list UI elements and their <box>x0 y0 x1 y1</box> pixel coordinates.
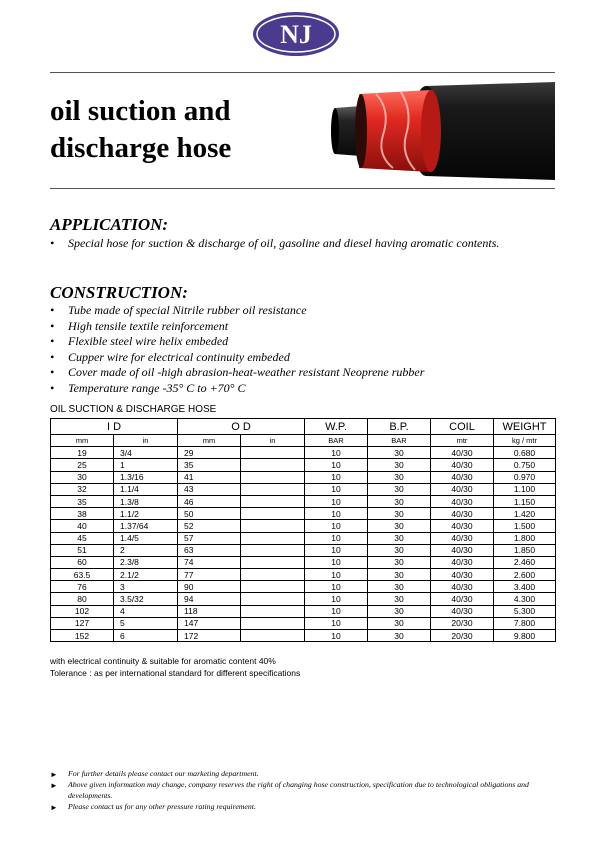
table-row <box>51 447 556 459</box>
triangle-bullet-icon: ► <box>50 803 58 812</box>
table-cell: 30 <box>368 556 431 568</box>
table-row <box>51 630 556 642</box>
table-cell <box>241 483 305 495</box>
table-cell: 1.100 <box>494 483 556 495</box>
table-cell: 118 <box>178 605 241 617</box>
header-weight: WEIGHT <box>494 419 556 435</box>
table-cell: 46 <box>178 495 241 507</box>
table-cell: 20/30 <box>431 617 494 629</box>
construction-item: • Tube made of special Nitrile rubber oil resistance <box>50 303 307 317</box>
table-row <box>51 495 556 507</box>
table-cell: 2.460 <box>494 556 556 568</box>
construction-item: • Cupper wire for electrical continuity embeded <box>50 349 290 364</box>
table-cell: 40/30 <box>431 520 494 532</box>
table-cell: 57 <box>178 532 241 544</box>
unit-cell: mm <box>51 435 114 447</box>
table-cell: 10 <box>305 569 368 581</box>
table-cell <box>241 544 305 556</box>
hose-spec-table <box>50 418 556 642</box>
table-cell: 63.5 <box>51 569 114 581</box>
application-list <box>50 236 500 252</box>
tolerance-note: Tolerance : as per international standard for different specifications <box>50 668 301 678</box>
table-cell: 172 <box>178 630 241 642</box>
table-cell: 1.3/16 <box>114 471 178 483</box>
unit-cell: mtr <box>431 435 494 447</box>
table-cell: 40/30 <box>431 459 494 471</box>
table-cell: 40/30 <box>431 569 494 581</box>
table-cell: 3/4 <box>114 447 178 459</box>
table-cell <box>241 459 305 471</box>
table-cell <box>241 471 305 483</box>
table-cell: 30 <box>368 617 431 629</box>
table-cell: 63 <box>178 544 241 556</box>
table-cell: 40/30 <box>431 605 494 617</box>
table-row <box>51 483 556 495</box>
table-cell: 90 <box>178 581 241 593</box>
top-divider <box>50 72 555 73</box>
table-cell: 30 <box>368 483 431 495</box>
table-row <box>51 569 556 581</box>
title-line-2: discharge hose <box>50 132 232 164</box>
construction-heading: CONSTRUCTION: <box>50 283 188 302</box>
table-cell <box>241 532 305 544</box>
table-cell: 30 <box>368 544 431 556</box>
header-od: O D <box>178 419 305 435</box>
bullet-icon: • <box>50 334 55 349</box>
construction-item: • Flexible steel wire helix embeded <box>50 334 229 349</box>
table-cell: 10 <box>305 508 368 520</box>
table-cell: 1.4/5 <box>114 532 178 544</box>
electrical-note: with electrical continuity & suitable for aromatic content 40% <box>50 656 276 666</box>
table-row <box>51 544 556 556</box>
table-cell: 10 <box>305 630 368 642</box>
company-logo <box>251 10 341 58</box>
table-cell <box>241 605 305 617</box>
unit-cell: BAR <box>368 435 431 447</box>
table-cell: 4.300 <box>494 593 556 605</box>
unit-cell: in <box>241 435 305 447</box>
construction-item: • Cover made of oil -high abrasion-heat-weather resistant Neoprene rubber <box>50 365 425 380</box>
unit-cell: mm <box>178 435 241 447</box>
table-cell: 10 <box>305 556 368 568</box>
triangle-bullet-icon: ► <box>50 770 58 779</box>
unit-cell: BAR <box>305 435 368 447</box>
application-heading: APPLICATION: <box>50 215 169 234</box>
header-bp: B.P. <box>368 419 431 435</box>
table-cell: 40/30 <box>431 544 494 556</box>
footer-notes <box>50 768 530 812</box>
title-divider <box>50 188 555 189</box>
table-cell: 7.800 <box>494 617 556 629</box>
unit-cell: in <box>114 435 178 447</box>
table-cell: 5.300 <box>494 605 556 617</box>
hose-product-image <box>331 80 555 182</box>
table-cell: 40/30 <box>431 471 494 483</box>
bullet-icon: • <box>50 365 55 380</box>
footer-item: ► Please contact us for any other pressure rating requirement. <box>50 802 256 812</box>
table-cell: 102 <box>51 605 114 617</box>
table-cell: 40/30 <box>431 447 494 459</box>
table-cell: 30 <box>368 520 431 532</box>
table-cell: 1.150 <box>494 495 556 507</box>
table-cell: 1.37/64 <box>114 520 178 532</box>
table-cell <box>241 630 305 642</box>
table-cell: 74 <box>178 556 241 568</box>
header-id: I D <box>51 419 178 435</box>
table-cell: 1.1/2 <box>114 508 178 520</box>
table-cell: 50 <box>178 508 241 520</box>
table-cell: 1.850 <box>494 544 556 556</box>
construction-list <box>50 303 520 397</box>
table-cell <box>241 581 305 593</box>
table-row <box>51 520 556 532</box>
table-cell: 30 <box>368 508 431 520</box>
table-cell: 30 <box>368 630 431 642</box>
table-cell: 1.500 <box>494 520 556 532</box>
table-cell <box>241 556 305 568</box>
table-cell: 30 <box>368 495 431 507</box>
table-cell: 2 <box>114 544 178 556</box>
logo-text: NJ <box>280 20 312 49</box>
table-cell: 30 <box>368 569 431 581</box>
table-cell: 10 <box>305 605 368 617</box>
table-cell <box>241 569 305 581</box>
table-cell: 1.3/8 <box>114 495 178 507</box>
table-cell: 10 <box>305 532 368 544</box>
table-cell: 43 <box>178 483 241 495</box>
bullet-icon: • <box>50 349 55 364</box>
table-caption: OIL SUCTION & DISCHARGE HOSE <box>50 404 217 415</box>
bullet-icon: • <box>50 318 55 333</box>
table-cell: 1.1/4 <box>114 483 178 495</box>
table-cell: 40/30 <box>431 508 494 520</box>
table-cell: 9.800 <box>494 630 556 642</box>
table-cell: 2.1/2 <box>114 569 178 581</box>
table-cell: 10 <box>305 483 368 495</box>
table-cell: 3 <box>114 581 178 593</box>
table-row <box>51 605 556 617</box>
table-cell: 4 <box>114 605 178 617</box>
page-title <box>50 93 231 167</box>
table-cell: 2.600 <box>494 569 556 581</box>
table-cell: 19 <box>51 447 114 459</box>
table-cell <box>241 617 305 629</box>
unit-cell: kg / mtr <box>494 435 556 447</box>
table-cell: 2.3/8 <box>114 556 178 568</box>
table-cell: 3.400 <box>494 581 556 593</box>
table-cell: 30 <box>368 471 431 483</box>
table-row <box>51 617 556 629</box>
table-cell: 40/30 <box>431 483 494 495</box>
footer-item: ► Above given information may change, company reserves the right of changing hose construction, specification due to technological obligations and developments. <box>50 780 529 800</box>
table-cell: 40/30 <box>431 556 494 568</box>
table-cell: 40/30 <box>431 581 494 593</box>
application-item: • Special hose for suction & discharge of oil, gasoline and diesel having aromatic contents. <box>50 236 500 250</box>
table-cell: 40/30 <box>431 532 494 544</box>
table-cell: 10 <box>305 581 368 593</box>
table-cell: 0.750 <box>494 459 556 471</box>
table-row <box>51 459 556 471</box>
table-cell: 3.5/32 <box>114 593 178 605</box>
table-cell: 10 <box>305 520 368 532</box>
table-cell: 30 <box>368 459 431 471</box>
table-cell <box>241 593 305 605</box>
table-cell: 41 <box>178 471 241 483</box>
table-cell: 40/30 <box>431 593 494 605</box>
table-cell <box>241 447 305 459</box>
header-wp: W.P. <box>305 419 368 435</box>
construction-item: • High tensile textile reinforcement <box>50 318 229 333</box>
table-cell: 38 <box>51 508 114 520</box>
table-row <box>51 508 556 520</box>
table-cell: 30 <box>368 605 431 617</box>
bullet-icon: • <box>50 303 55 317</box>
units-row <box>51 435 556 447</box>
table-cell: 6 <box>114 630 178 642</box>
table-cell: 0.680 <box>494 447 556 459</box>
table-cell: 80 <box>51 593 114 605</box>
table-cell: 35 <box>178 459 241 471</box>
table-cell: 51 <box>51 544 114 556</box>
table-cell: 0.970 <box>494 471 556 483</box>
table-cell: 60 <box>51 556 114 568</box>
table-cell <box>241 520 305 532</box>
table-cell: 45 <box>51 532 114 544</box>
table-cell: 52 <box>178 520 241 532</box>
table-row <box>51 532 556 544</box>
table-cell: 30 <box>368 581 431 593</box>
title-line-1: oil suction and <box>50 95 231 127</box>
table-cell: 10 <box>305 617 368 629</box>
triangle-bullet-icon: ► <box>50 781 58 790</box>
table-cell <box>241 495 305 507</box>
table-cell: 10 <box>305 544 368 556</box>
table-cell: 30 <box>368 593 431 605</box>
table-cell: 10 <box>305 593 368 605</box>
table-cell: 127 <box>51 617 114 629</box>
table-cell: 30 <box>51 471 114 483</box>
table-row <box>51 581 556 593</box>
construction-item: • Temperature range -35° C to +70° C <box>50 380 246 395</box>
table-cell: 40 <box>51 520 114 532</box>
table-cell <box>241 508 305 520</box>
header-coil: COIL <box>431 419 494 435</box>
table-cell: 10 <box>305 471 368 483</box>
footer-item: ► For further details please contact our marketing department. <box>50 769 259 779</box>
bullet-icon: • <box>50 236 55 250</box>
table-cell: 10 <box>305 459 368 471</box>
table-cell: 30 <box>368 447 431 459</box>
table-row <box>51 593 556 605</box>
table-header-row <box>51 419 556 435</box>
table-cell: 1.800 <box>494 532 556 544</box>
table-cell: 35 <box>51 495 114 507</box>
table-cell: 1.420 <box>494 508 556 520</box>
table-cell: 77 <box>178 569 241 581</box>
table-cell: 25 <box>51 459 114 471</box>
table-cell: 10 <box>305 447 368 459</box>
table-cell: 29 <box>178 447 241 459</box>
table-cell: 20/30 <box>431 630 494 642</box>
table-cell: 30 <box>368 532 431 544</box>
table-cell: 10 <box>305 495 368 507</box>
table-cell: 147 <box>178 617 241 629</box>
table-row <box>51 471 556 483</box>
table-row <box>51 556 556 568</box>
table-cell: 32 <box>51 483 114 495</box>
table-cell: 94 <box>178 593 241 605</box>
table-cell: 1 <box>114 459 178 471</box>
table-cell: 76 <box>51 581 114 593</box>
table-cell: 5 <box>114 617 178 629</box>
table-cell: 152 <box>51 630 114 642</box>
bullet-icon: • <box>50 380 55 395</box>
table-cell: 40/30 <box>431 495 494 507</box>
